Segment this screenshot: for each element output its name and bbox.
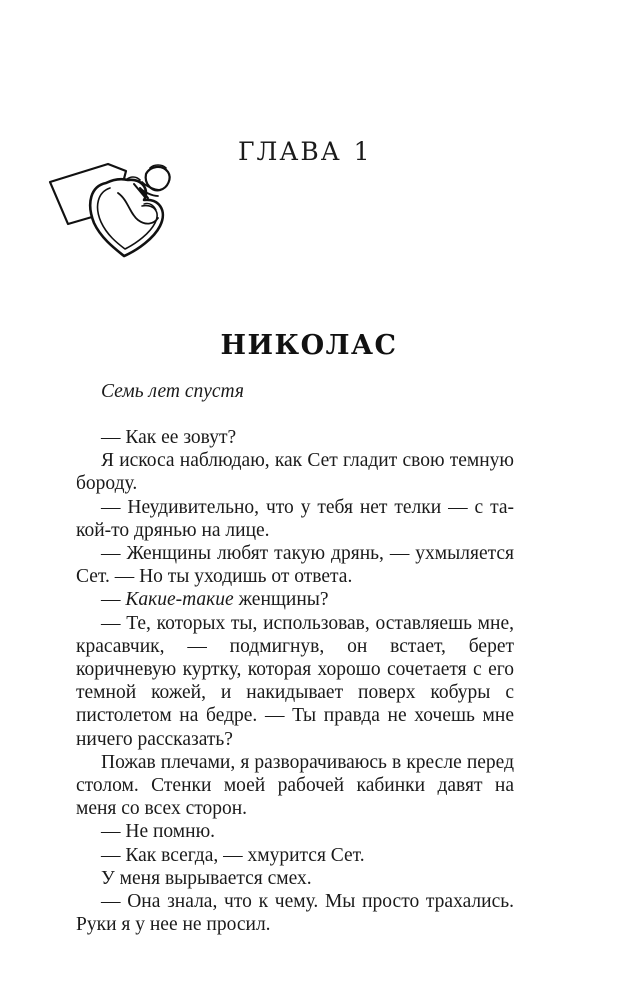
paragraph: — Она знала, что к чему. Мы просто трахались. Руки я у нее не просил.: [76, 891, 514, 936]
paragraph: — Как всегда, — хмурится Сет.: [101, 844, 365, 866]
paragraph: [76, 588, 514, 611]
subtitle: Семь лет спустя: [101, 381, 244, 402]
paragraph: Пожав плечами, я разворачиваюсь в кресле перед столом. Стенки моей рабочей кабинки давят на меня со всех сторон.: [76, 751, 514, 820]
paragraph: — Как ее зовут?: [101, 427, 237, 448]
paragraph-suffix: женщины?: [233, 589, 329, 611]
italic-emphasis: Какие-такие: [125, 589, 234, 611]
body-text: [76, 380, 514, 936]
character-heading: НИКОЛАС: [220, 330, 398, 361]
heart-potion-bottle-icon: [46, 138, 181, 268]
paragraph: Я искоса наблюдаю, как Сет гладит свою темную бороду.: [76, 450, 514, 495]
paragraph: — Неудивительно, что у тебя нет телки — с такой-то дрянью на лице.: [76, 496, 514, 541]
chapter-number: 1: [353, 137, 372, 166]
paragraph: — Женщины любят такую дрянь, — ухмыляется Сет. — Но ты уходишь от ответа.: [76, 543, 514, 588]
paragraph-prefix: —: [101, 589, 126, 611]
chapter-title: [238, 137, 372, 166]
chapter-label: ГЛАВА: [238, 137, 342, 166]
paragraph: У меня вырывается смех.: [101, 867, 312, 889]
paragraph: — Не помню.: [101, 821, 216, 843]
paragraph: — Те, которых ты, использовав, оставляешь мне, красавчик, — подмигнув, он встает, берет коричневую куртку, которая хорошо сочетаетя с его темной кожей, и накидывает поверх кобуры с пистолетом на бедре. — Ты правда не хочешь мне ничего рассказать?: [76, 612, 514, 750]
